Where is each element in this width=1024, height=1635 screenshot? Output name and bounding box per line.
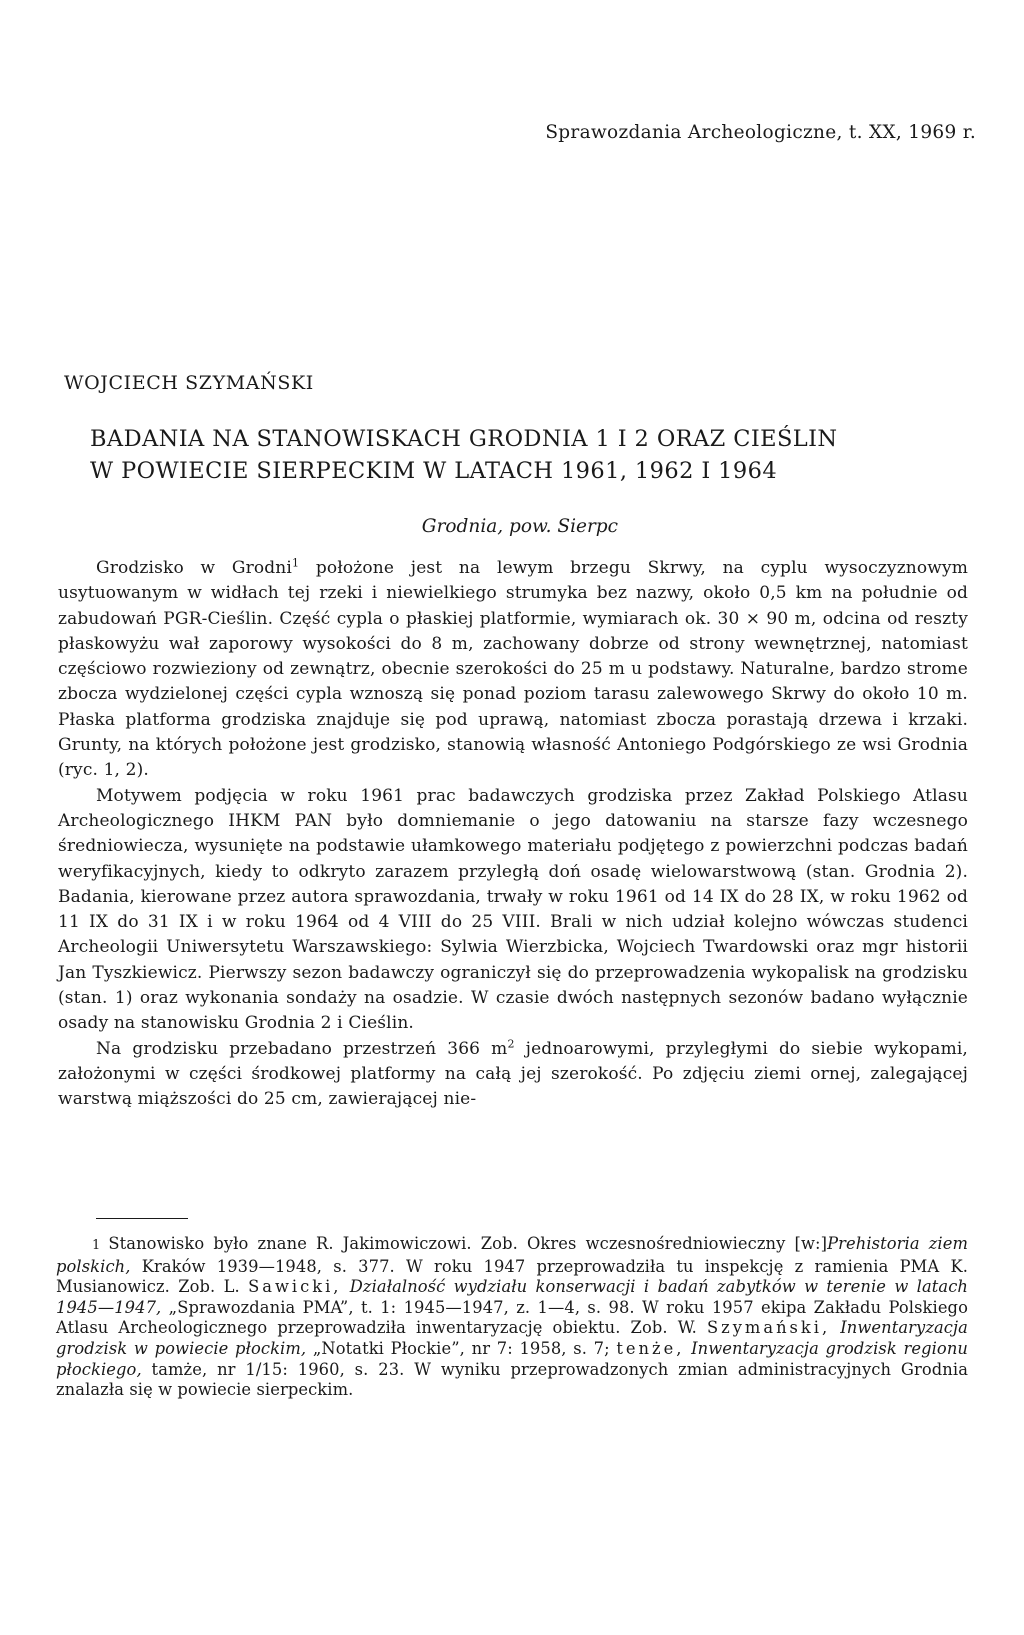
footnote-text-6: „Notatki Płockie”, nr 7: 1958, s. 7;	[306, 1338, 617, 1358]
footnote-text-2: Kraków 1939—1948, s. 377. W roku 1947 przeprowadziła tu inspekcję z ramienia PMA K. Musianowicz. Zob. L.	[56, 1256, 968, 1297]
title-line-1: BADANIA NA STANOWISKACH GRODNIA 1 I 2 ORAZ CIEŚLIN	[90, 426, 838, 452]
running-header: Sprawozdania Archeologiczne, t. XX, 1969 r.	[545, 122, 976, 143]
footnote-spaced-1: Sawicki,	[248, 1277, 342, 1297]
superscript-2: 2	[507, 1036, 515, 1050]
footnote-divider	[96, 1218, 188, 1219]
footnote-italic-2: Działalność wydziału konserwacji i badań zabytków w terenie w latach 1945—1947,	[56, 1277, 969, 1317]
footnote-italic-4: Inwentaryzacja grodzisk regionu płockiego,	[56, 1338, 968, 1379]
paragraph-3	[58, 1037, 968, 1113]
footnote-text-8: tamże, nr 1/15: 1960, s. 23. W wyniku przeprowadzonych zmian administracyjnych Grodnia znalazła się w powiecie sierpeckim.	[56, 1359, 968, 1400]
author-name: WOJCIECH SZYMAŃSKI	[64, 372, 314, 394]
paragraph-1-text-b: położone jest na lewym brzegu Skrwy, na cyplu wysoczyznowym usytuowanym w widłach tej rzeki i niewielkiego strumyka bez nazwy, około 0,5 km na południe od zabudowań PGR-Cieślin. Część cypla o płaskiej platformie, wymiarach ok. 30 × 90 m, odcina od reszty płaskowyżu wał zaporowy wysokości do 8 m, zachowany dobrze od strony wewnętrznej, natomiast częściowo rozwieziony od zewnątrz, obecnie szerokości do 25 m u podstawy. Naturalne, bardzo strome zbocza wydzielonej części cypla wznoszą się ponad poziom tarasu zalewowego Skrwy do około 10 m. Płaska platforma grodziska znajduje się pod uprawą, natomiast zbocza porastają drzewa i krzaki. Grunty, na których położone jest grodzisko, stanowią własność Antoniego Podgórskiego ze wsi Grodnia (ryc. 1, 2).	[58, 558, 969, 781]
paragraph-3-text-b: jednoarowymi, przyległymi do siebie wykopami, założonymi w części środkowej platformy na całą jej szerokość. Po zdjęciu ziemi ornej, zalegającej warstwą miąższości do 25 cm, zawierającej nie-	[58, 1038, 968, 1110]
footnote-italic-3: Inwentaryzacja grodzisk w powiecie płockim,	[56, 1318, 968, 1358]
footnote-spaced-3: tenże,	[616, 1338, 685, 1358]
paragraph-3-text-a: Na grodzisku przebadano przestrzeń 366 m	[96, 1038, 508, 1059]
paragraph-1	[58, 556, 968, 784]
footnote-text-1: Stanowisko było znane R. Jakimowiczowi. Zob. Okres wczesnośredniowieczny [w:]	[108, 1234, 828, 1253]
footnote-spaced-2: Szymański,	[707, 1318, 831, 1338]
footnote-text-5	[830, 1318, 840, 1337]
footnote-ref-1: 1	[292, 556, 300, 570]
paragraph-2: Motywem podjęcia w roku 1961 prac badawczych grodziska przez Zakład Polskiego Atlasu Archeologicznego IHKM PAN było domniemanie o jego datowaniu na starsze fazy wczesnego średniowiecza, wysunięte na podstawie ułamkowego materiału podjętego z powierzchni podczas badań weryfikacyjnych, kiedy to odkryto zarazem przyległą doń osadę wielowarstwową (stan. Grodnia 2). Badania, kierowane przez autora sprawozdania, trwały w roku 1961 od 14 IX do 28 IX, w roku 1962 od 11 IX do 31 IX i w roku 1964 od 4 VIII do 25 VIII. Brali w nich udział kolejno wówczas studenci Archeologii Uniwersytetu Warszawskiego: Sylwia Wierzbicka, Wojciech Twardowski oraz mgr historii Jan Tyszkiewicz. Pierwszy sezon badawczy ograniczył się do przeprowadzenia wykopalisk na grodzisku (stan. 1) oraz wykonania sondaży na osadzie. W czasie dwóch następnych sezonów badano wyłącznie osady na stanowisku Grodnia 2 i Cieślin.	[58, 785, 968, 1034]
body-text	[58, 556, 968, 1113]
footnotes	[56, 1234, 968, 1401]
article-title	[90, 423, 970, 487]
footnote-text-4: „Sprawozdania PMA”, t. 1: 1945—1947, z. 1—4, s. 98. W roku 1957 ekipa Zakładu Polskiego Atlasu Archeologicznego przeprowadziła inwentaryzację obiektu. Zob. W.	[56, 1297, 968, 1338]
footnote-number: 1	[92, 1238, 101, 1253]
paragraph-1-text-a: Grodzisko w Grodni	[96, 558, 292, 578]
section-heading: Grodnia, pow. Sierpc	[421, 516, 618, 537]
footnote-text-3	[341, 1277, 349, 1296]
footnote-1	[56, 1234, 968, 1401]
footnote-italic-1: Prehistoria ziem polskich,	[56, 1234, 969, 1276]
title-line-2: W POWIECIE SIERPECKIM W LATACH 1961, 1962 I 1964	[90, 458, 778, 484]
